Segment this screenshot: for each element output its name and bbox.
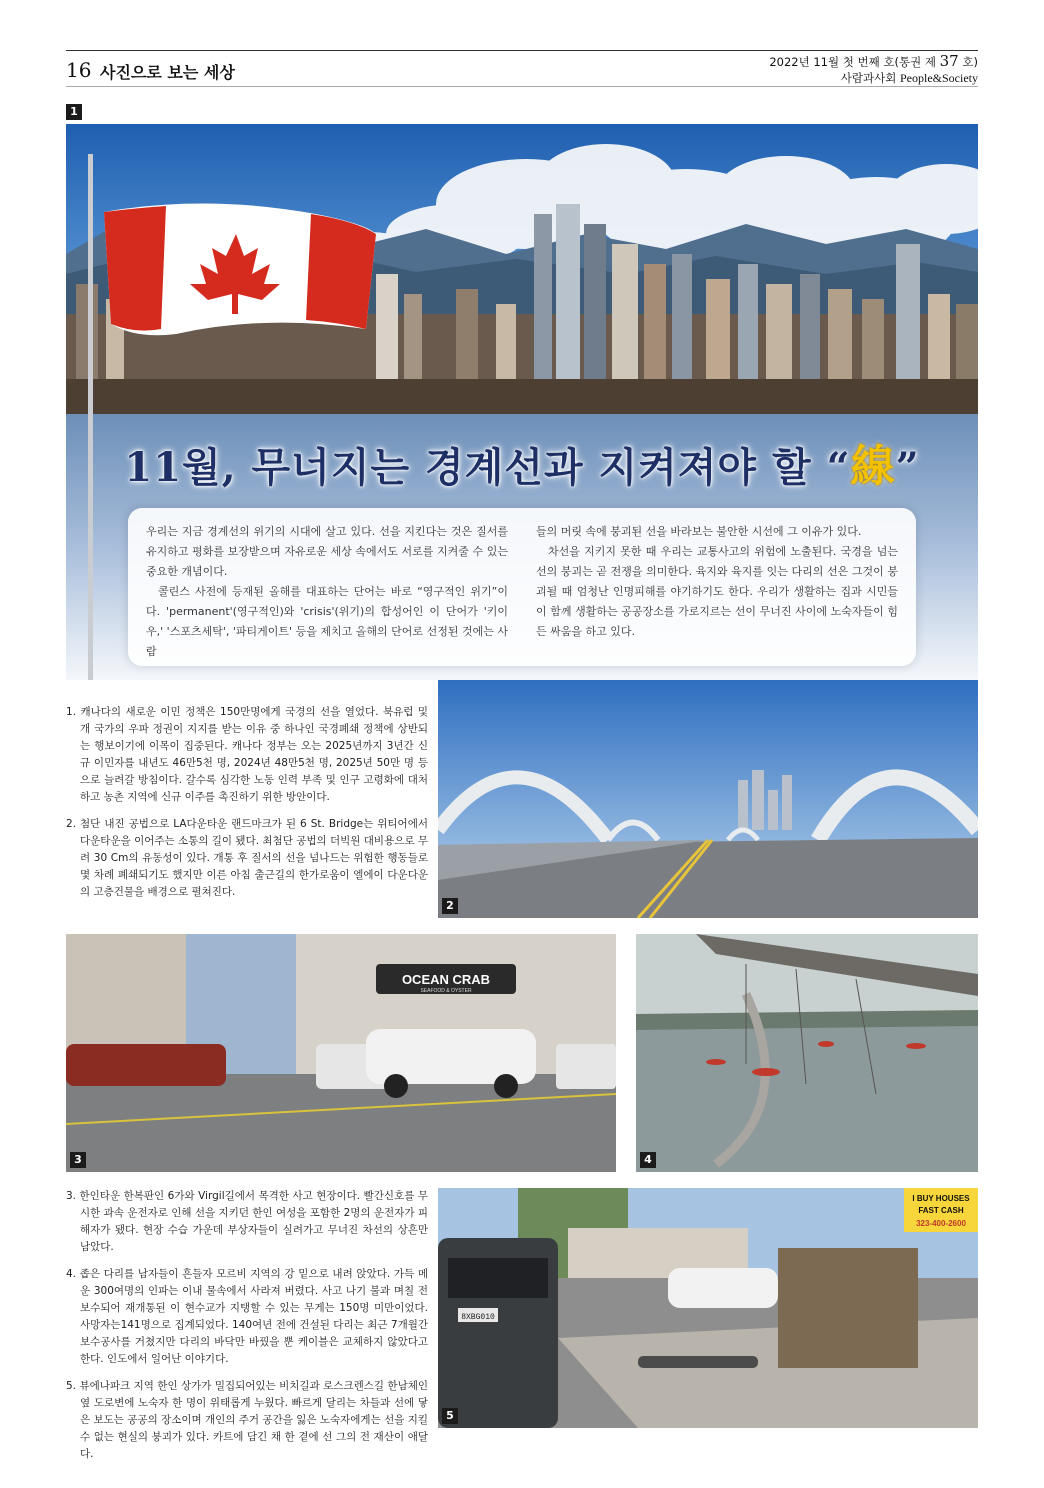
issue-prefix: 2022년 11월 첫 번째 호(통권 제 xyxy=(769,55,940,69)
caption-4: 4. 좁은 다리를 남자들이 흔들자 모르비 지역의 강 밑으로 내려 앉았다. 가득 메운 300여명의 인파는 이내 물속에서 사라져 버렸다. 사고 나기 불과 며칠 전 보수되어 재개통된 이 현수교가 지탱할 수 있는 무게는 150명 미만이었다. 사망자는141명으로 집계되었다. 140여년 전에 건설된 다리는 최근 7개월간 보수공사를 거쳤지만 다리의 바닥만 바꿨을 뿐 케이블은 교체하지 않았다고 한다. 인도에서 일어난 이야기다. xyxy=(66,1268,428,1365)
license-plate: 8XBG010 xyxy=(461,1313,495,1322)
photo-badge-1: 1 xyxy=(66,104,82,120)
sign-line-2: FAST CASH xyxy=(918,1206,964,1215)
shopping-cart xyxy=(778,1248,918,1368)
photo-badge-3: 3 xyxy=(70,1152,86,1168)
photo-badge-5: 5 xyxy=(442,1408,458,1424)
caption-3: 3. 한인타운 한복판인 6가와 Virgil길에서 목격한 사고 현장이다. 빨간신호를 무시한 과속 운전자로 인해 선을 지키던 한인 여성을 포함한 2명의 운전자가 피해자가 됐다. 현장 수습 가운데 부상자들이 실려가고 무너진 차선의 상흔만 남았다. xyxy=(66,1190,428,1253)
issue-number: 37 xyxy=(939,52,959,70)
header-subrule xyxy=(66,86,978,87)
accident-illustration xyxy=(66,934,616,1172)
sign-line-3: 323-400-2600 xyxy=(916,1219,966,1228)
photo-collapsed-bridge xyxy=(636,934,978,1172)
photo-badge-4: 4 xyxy=(640,1152,656,1168)
captions-bottom xyxy=(66,1188,428,1473)
intro-paragraph: 차선을 지키지 못한 때 우리는 교통사고의 위험에 노출된다. 국경을 넘는 선의 붕괴는 곧 전쟁을 의미한다. 육지와 육지를 잇는 다리의 선은 그것이 붕괴될 때 엄청난 인명피해를 야기하기도 한다. 우리가 생활하는 집과 시민들이 함께 생활하는 공공장소를 가로지르는 선이 무너진 사이에 노숙자들이 힘든 싸움을 하고 있다. xyxy=(536,545,898,638)
captions-top xyxy=(66,704,428,911)
headline xyxy=(66,430,978,494)
masthead xyxy=(841,70,978,86)
intro-column-right xyxy=(536,522,898,642)
intro-paragraph: 들의 머릿 속에 붕괴된 선을 바라보는 불안한 시선에 그 이유가 있다. xyxy=(536,525,862,538)
photo-badge-2: 2 xyxy=(442,898,458,914)
river xyxy=(636,1024,978,1172)
sign-line-1: I BUY HOUSES xyxy=(912,1194,970,1203)
issue-info xyxy=(769,52,978,70)
section-title: 사진으로 보는 세상 xyxy=(100,63,235,82)
person-lying xyxy=(638,1356,758,1368)
intro-paragraph: 콜린스 사전에 등재된 올해를 대표하는 단어는 바로 “영구적인 위기”이다. 'permanent'(영구적인)와 'crisis'(위기)의 합성어인 이 단어가 '키이우,' '스포츠세탁', '파티게이트' 등을 제치고 올해의 단어로 선정된 것에는 사람 xyxy=(146,585,508,658)
issue-suffix: 호) xyxy=(958,55,978,69)
headline-close-quote: ” xyxy=(895,444,920,491)
header-rule xyxy=(66,50,978,51)
headline-hanja: 線 xyxy=(850,441,896,492)
collapsed-bridge-illustration xyxy=(636,934,978,1172)
photo-homeless xyxy=(438,1188,978,1428)
white-sedan xyxy=(668,1268,778,1308)
headline-main: 11월, 무너지는 경계선과 지켜져야 할 xyxy=(124,444,827,491)
tow-truck xyxy=(556,1044,616,1089)
masthead-en: People&Society xyxy=(900,71,978,85)
page-number: 16 xyxy=(66,58,92,82)
caption-2: 2. 첨단 내진 공법으로 LA다운타운 랜드마크가 된 6 St. Bridge는 위티어에서 다운타운을 이어주는 소통의 길이 됐다. 최첨단 공법의 더빅원 대비용으로 무려 30 Cm의 유동성이 있다. 개통 후 질서의 선을 넘나드는 위험한 행동들로 몇 차례 폐쇄되기도 했지만 이른 아침 출근길의 한가로움이 엘에이 다운다운의 고층건물을 배경으로 펼쳐진다. xyxy=(66,818,428,898)
flagpole xyxy=(88,154,93,680)
intro-box xyxy=(128,508,916,666)
photo-bridge xyxy=(438,680,978,918)
restaurant-sign: OCEAN CRAB xyxy=(401,972,491,987)
restaurant-sign-sub: SEAFOOD & OYSTER xyxy=(420,988,472,994)
masthead-ko: 사람과사회 xyxy=(840,71,897,85)
intro-column-left xyxy=(146,522,508,662)
bridge-illustration xyxy=(438,680,978,918)
homeless-illustration xyxy=(438,1188,978,1428)
caption-5: 5. 뷰에나파크 지역 한인 상가가 밀집되어있는 비치길과 로스크렌스길 한남체인 옆 도로변에 노숙자 한 명이 위태롭게 누웠다. 빠르게 달리는 차들과 선에 닿은 보도는 공공의 장소이며 개인의 주거 공간을 잃은 노숙자에게는 선을 지킬 수 없는 현실의 붕괴가 있다. 카트에 담긴 채 한 곁에 선 그의 전 재산이 애달다. xyxy=(66,1380,428,1460)
caption-1: 1. 캐나다의 새로운 이민 정책은 150만명에게 국경의 선을 열었다. 북유럽 및 개 국가의 우파 정권이 지지를 받는 이유 중 하나인 국경폐쇄 정책에 상반되는 행보이기에 이목이 집중된다. 캐나다 정부는 오는 2025년까지 3년간 신규 이민자를 내년도 46만5천 명, 2024년 48만5천 명, 2025년 50만 명 등으로 늘려갈 방침이다. 갈수록 심각한 노동 인력 부족 및 인구 고령화에 대처하고 농촌 지역에 신규 이주를 촉진하기 위한 방안이다. xyxy=(66,706,428,803)
intro-paragraph: 우리는 지금 경계선의 위기의 시대에 살고 있다. 선을 지킨다는 것은 질서를 유지하고 평화를 보장받으며 자유로운 세상 속에서도 서로를 지켜줄 수 있는 중요한 개념이다. xyxy=(146,525,508,578)
photo-accident xyxy=(66,934,616,1172)
red-car xyxy=(66,1044,226,1086)
headline-open-quote: “ xyxy=(826,444,851,491)
canada-flag xyxy=(104,203,376,335)
